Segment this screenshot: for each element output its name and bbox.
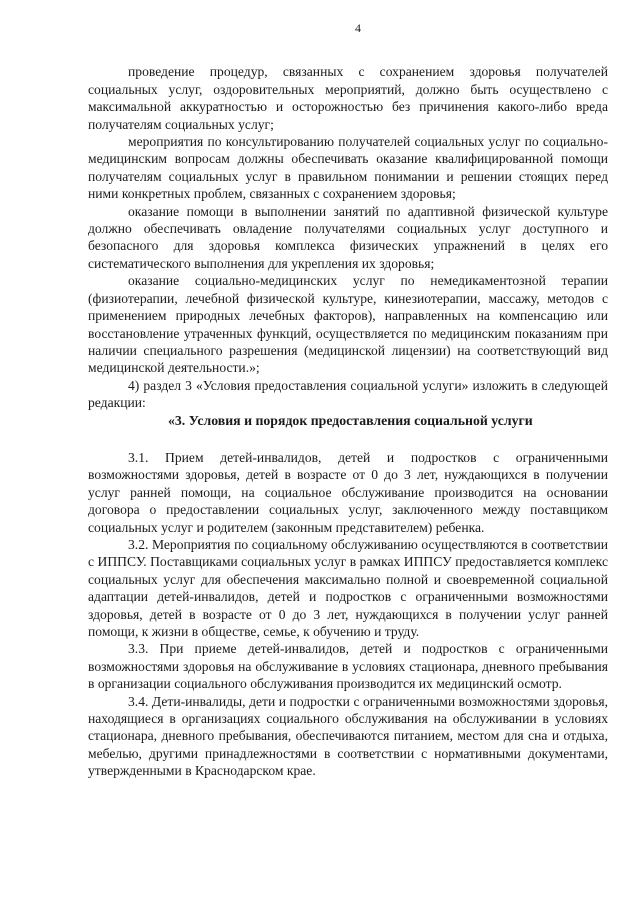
paragraph-non-drug-therapy: оказание социально-медицинских услуг по немедикаментозной терапии (физиотерапии, лечебной физической культуре, кинезиотерапии, массажу, методов с применением природных лечебных факторов), направленных на компенсацию или восстановление утраченных функций, осуществляется по медицинским показаниям при наличии специального разрешения (медицинской лицензии) на соответствующий вид медицинской деятельности.»; — [88, 273, 608, 376]
paragraph-3-1: 3.1. Прием детей-инвалидов, детей и подростков с ограниченными возможностями здоровья, детей в возрасте от 0 до 3 лет, нуждающихся в получении услуг ранней помощи, на социальное обслуживание производится на основании договора о предоставлении социальных услуг, заключенного между поставщиком социальных услуг и родителем (законным представителем) ребенка. — [88, 449, 608, 535]
paragraph-adaptive-pe: оказание помощи в выполнении занятий по адаптивной физической культуре должно обеспечивать овладение получателями социальных услуг доступного и безопасного для здоровья комплекса физических упражнений в целях его систематического выполнения для укрепления их здоровья; — [88, 203, 608, 271]
paragraph-3-2: 3.2. Мероприятия по социальному обслуживанию осуществляются в соответствии с ИППСУ. Поставщиками социальных услуг в рамках ИППСУ предоставляется комплекс социальных услуг для обеспечения максимально полной и своевременной социальной адаптации детей-инвалидов, детей и подростков с ограниченными возможностями здоровья, детей в возрасте от 0 до 3 лет, нуждающихся в получении услуг ранней помощи, к жизни в обществе, семье, к обучению и труду. — [88, 536, 608, 639]
paragraph-section-3-amendment: 4) раздел 3 «Условия предоставления социальной услуги» изложить в следующей редакции: — [88, 377, 608, 411]
paragraph-consulting: мероприятия по консультированию получателей социальных услуг по социально-медицинским вопросам должны обеспечивать оказание квалифицированной помощи получателям социальных услуг в правильном понимании и решении стоящих перед ними конкретных проблем, связанных с сохранением здоровья; — [88, 134, 608, 202]
paragraph-3-4: 3.4. Дети-инвалиды, дети и подростки с ограниченными возможностями здоровья, находящиеся в организациях социального обслуживания на обслуживании в условиях стационара, дневного пребывания, обеспечиваются питанием, местом для сна и отдыха, мебелью, другими принадлежностями в соответствии с нормативными документами, утвержденными в Краснодарском крае. — [88, 693, 608, 779]
section-heading: «3. Условия и порядок предоставления социальной услуги — [168, 412, 533, 428]
document-page — [88, 20, 608, 780]
paragraph-procedures: проведение процедур, связанных с сохранением здоровья получателей социальных услуг, оздоровительных мероприятий, должно быть осуществлено с максимальной аккуратностью и осторожностью без причинения какого-либо вреда получателям социальных услуг; — [88, 64, 608, 132]
paragraph-3-3: 3.3. При приеме детей-инвалидов, детей и подростков с ограниченными возможностями здоровья на обслуживание в условиях стационара, дневного пребывания в организации социального обслуживания производится их медицинский осмотр. — [88, 641, 608, 692]
page-number: 4 — [355, 21, 361, 35]
